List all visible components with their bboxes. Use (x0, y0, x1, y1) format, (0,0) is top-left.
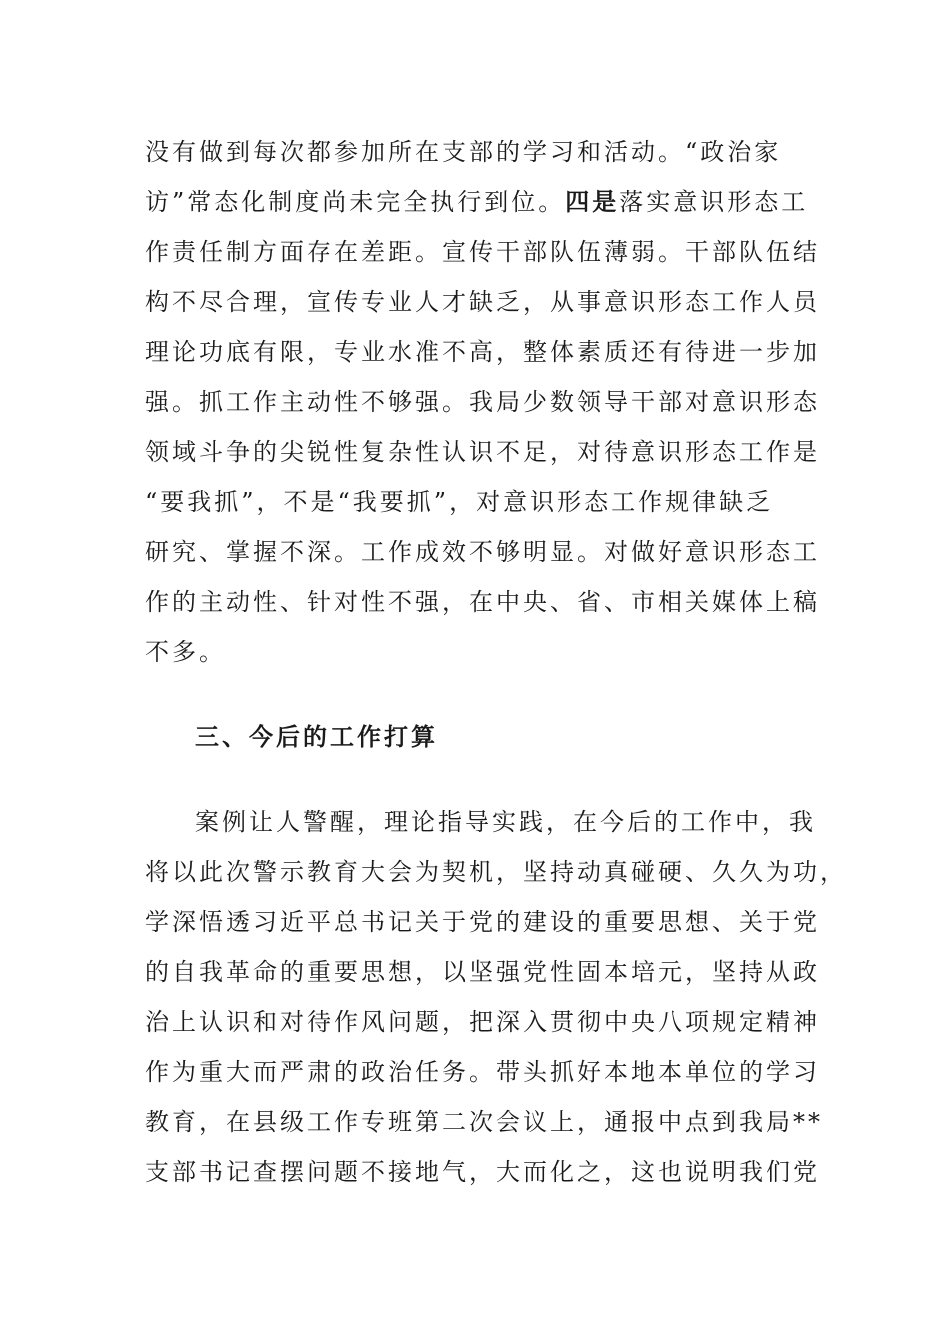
paragraph1-line-5: 理论功底有限，专业水准不高，整体素质还有待进一步加 (145, 338, 820, 366)
paragraph2-line-2: 将以此次警示教育大会为契机，坚持动真碰硬、久久为功， (145, 858, 847, 886)
paragraph2-line-4: 的自我革命的重要思想，以坚强党性固本培元，坚持从政 (145, 958, 820, 986)
section-heading: 三、今后的工作打算 (195, 722, 438, 751)
paragraph2-line-5: 治上认识和对待作风问题，把深入贯彻中央八项规定精神 (145, 1008, 820, 1036)
paragraph1-line-10: 作的主动性、针对性不强，在中央、省、市相关媒体上稿 (145, 588, 820, 616)
paragraph2-line-6: 作为重大而严肃的政治任务。带头抓好本地本单位的学习 (145, 1058, 820, 1086)
paragraph1-line-11: 不多。 (145, 638, 226, 666)
paragraph2-line-3: 学深悟透习近平总书记关于党的建设的重要思想、关于党 (145, 908, 820, 936)
paragraph2-line-7: 教育，在县级工作专班第二次会议上，通报中点到我局** (145, 1108, 823, 1136)
paragraph2-line-1: 案例让人警醒，理论指导实践，在今后的工作中，我 (195, 808, 816, 836)
paragraph1-line-1: 没有做到每次都参加所在支部的学习和活动。“政治家 (145, 138, 782, 166)
bold-marker-four: 四是 (565, 187, 620, 216)
paragraph1-line-9: 研究、掌握不深。工作成效不够明显。对做好意识形态工 (145, 538, 820, 566)
paragraph1-line-8: “要我抓”，不是“我要抓”，对意识形态工作规律缺乏 (145, 488, 774, 516)
paragraph1-line-2-text: 访”常态化制度尚未完全执行到位。 (145, 188, 566, 216)
paragraph1-line-4: 构不尽合理，宣传专业人才缺乏，从事意识形态工作人员 (145, 288, 820, 316)
paragraph1-line-3: 作责任制方面存在差距。宣传干部队伍薄弱。干部队伍结 (145, 238, 820, 266)
paragraph1-line-2 (145, 185, 809, 219)
paragraph2-line-8: 支部书记查摆问题不接地气，大而化之，这也说明我们党 (145, 1158, 820, 1186)
paragraph1-line-2-tail: 落实意识形态工 (619, 188, 809, 216)
paragraph1-line-6: 强。抓工作主动性不够强。我局少数领导干部对意识形态 (145, 388, 820, 416)
paragraph1-line-7: 领域斗争的尖锐性复杂性认识不足，对待意识形态工作是 (145, 438, 820, 466)
